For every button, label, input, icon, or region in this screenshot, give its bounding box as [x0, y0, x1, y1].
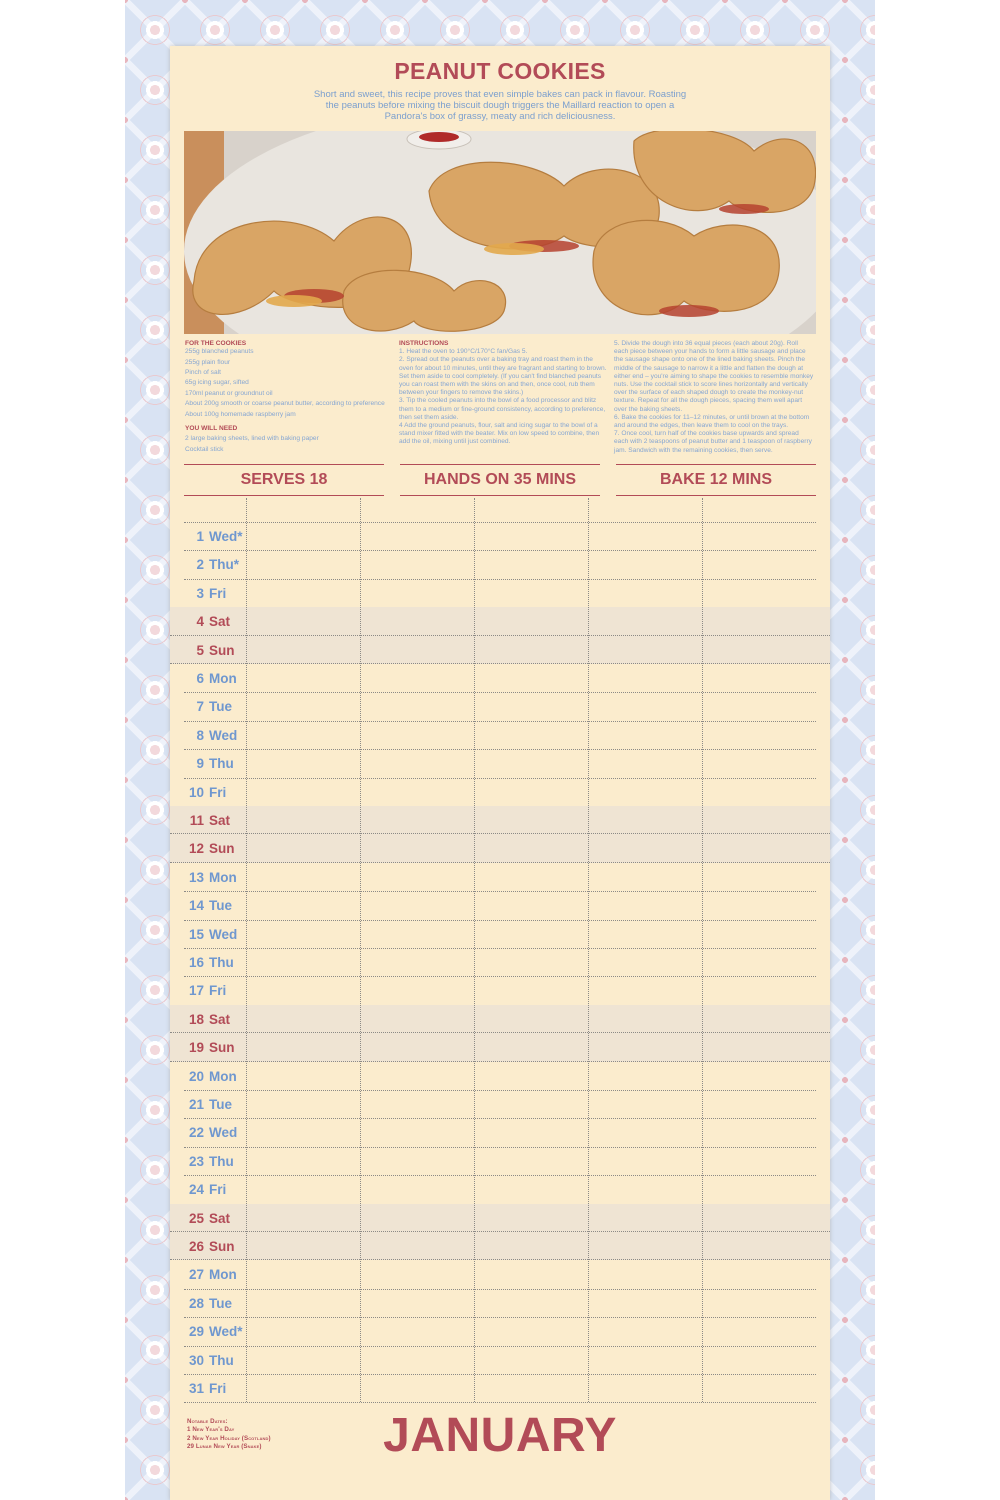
- day-row[interactable]: [170, 1005, 830, 1033]
- day-row[interactable]: [170, 1204, 830, 1232]
- day-number: 18: [188, 1011, 204, 1027]
- day-row[interactable]: [184, 891, 816, 920]
- instruction-step: 3. Tip the cooled peanuts into the bowl of a food processor and blitz them to a medium or fine-ground consistency, according to preference, then set them aside.: [399, 397, 606, 421]
- day-label: [184, 1124, 246, 1142]
- day-row[interactable]: [184, 1317, 816, 1346]
- day-row[interactable]: [184, 1147, 816, 1176]
- recipe-intro: Short and sweet, this recipe proves that even simple bakes can pack in flavour. Roasting the peanuts before mixing the biscuit dough triggers the Maillard reaction to open a Pandora's box of grassy, meaty and rich deliciousness.: [313, 89, 687, 122]
- day-number: 9: [196, 756, 204, 772]
- day-name: Wed*: [209, 529, 243, 544]
- day-row[interactable]: [184, 948, 816, 977]
- day-label: [184, 1181, 246, 1199]
- day-label: [184, 698, 246, 716]
- day-row[interactable]: [184, 1374, 816, 1403]
- day-row[interactable]: [184, 522, 816, 551]
- day-row[interactable]: [184, 1289, 816, 1318]
- day-label: [184, 926, 246, 944]
- day-name: Sun: [209, 642, 235, 658]
- day-number: 28: [188, 1295, 204, 1311]
- ingredient-item: 65g icing sugar, sifted: [185, 379, 249, 387]
- recipe-title: PEANUT COOKIES: [394, 58, 606, 84]
- day-name: Wed*: [209, 1324, 243, 1340]
- instruction-step: 2. Spread out the peanuts over a baking tray and roast them in the oven for about 10 minutes, until they are fragrant and starting to brown. Set them aside to cool completely. (If you can't find blanched peanuts you can roast them with the skins on and then, once cool, rub them between your fingers to remove the skins.): [399, 356, 607, 397]
- day-number: 4: [196, 614, 204, 630]
- day-row[interactable]: [184, 1175, 816, 1204]
- day-label: [184, 897, 246, 915]
- day-number: 13: [188, 869, 204, 885]
- day-row[interactable]: [184, 550, 816, 579]
- day-row[interactable]: [184, 863, 816, 892]
- day-name: Thu: [209, 756, 234, 772]
- day-name: Tue: [209, 699, 232, 715]
- day-name: Wed: [209, 727, 238, 743]
- day-name: Wed: [209, 1125, 238, 1141]
- day-label: [184, 784, 246, 802]
- ingredient-item: 170ml peanut or groundnut oil: [185, 389, 273, 397]
- day-row[interactable]: [184, 1260, 816, 1289]
- column-divider: [702, 498, 703, 1402]
- day-row[interactable]: [170, 834, 830, 862]
- instructions-column-2: [614, 340, 814, 455]
- day-row[interactable]: [170, 1232, 830, 1260]
- day-label: [184, 585, 246, 603]
- ingredients-heading: FOR THE COOKIES: [185, 340, 247, 347]
- day-name: Thu: [209, 955, 234, 970]
- notable-dates-heading: Notable Dates:: [187, 1418, 228, 1425]
- instruction-step: 4 Add the ground peanuts, flour, salt and icing sugar to the bowl of a stand mixer fitted with the beater. Mix on low speed to combine, then add the oil, mixing until just combined.: [399, 422, 600, 446]
- day-label: [184, 670, 246, 688]
- day-label: [184, 556, 246, 574]
- day-row[interactable]: [184, 920, 816, 949]
- day-name: Wed: [209, 926, 238, 942]
- day-name: Tue: [209, 1097, 232, 1112]
- day-number: 23: [188, 1153, 204, 1169]
- day-number: 29: [188, 1324, 204, 1340]
- day-row[interactable]: [184, 778, 816, 807]
- day-name: Sun: [209, 1040, 235, 1056]
- day-number: 31: [188, 1381, 204, 1396]
- day-number: 26: [188, 1239, 204, 1254]
- day-label: [184, 812, 246, 830]
- column-divider: [360, 498, 361, 1402]
- instructions-heading: INSTRUCTIONS: [399, 340, 449, 347]
- day-label: [184, 613, 246, 631]
- day-number: 16: [188, 955, 204, 970]
- day-row[interactable]: [184, 1090, 816, 1119]
- day-row[interactable]: [184, 749, 816, 778]
- day-number: 3: [196, 585, 204, 601]
- day-number: 8: [196, 727, 204, 743]
- day-label: [184, 1266, 246, 1284]
- day-name: Sat: [209, 1011, 231, 1027]
- bake-time-label: BAKE 12 MINS: [616, 464, 816, 496]
- notable-date-item: 29 Lunar New Year (Snake): [187, 1442, 262, 1450]
- day-number: 2: [196, 557, 204, 573]
- day-row[interactable]: [184, 1118, 816, 1147]
- day-name: Mon: [209, 869, 237, 885]
- ingredients-column: [185, 340, 390, 454]
- day-row[interactable]: [184, 721, 816, 750]
- day-number: 15: [188, 926, 204, 942]
- day-name: Thu: [209, 1352, 234, 1368]
- day-label: [184, 1238, 246, 1256]
- day-row[interactable]: [184, 1346, 816, 1375]
- day-number: 21: [188, 1097, 204, 1112]
- day-number: 6: [196, 671, 204, 686]
- ingredient-item: 255g blanched peanuts: [185, 348, 254, 356]
- day-number: 19: [188, 1040, 204, 1056]
- day-label: [184, 1011, 246, 1029]
- ingredient-item: Pinch of salt: [185, 368, 221, 376]
- day-label: [184, 982, 246, 1000]
- day-label: [184, 1352, 246, 1370]
- day-name: Fri: [209, 1182, 227, 1198]
- day-label: [184, 869, 246, 887]
- day-label: [184, 1295, 246, 1313]
- equipment-item: Cocktail stick: [185, 445, 224, 453]
- day-name: Sun: [209, 1239, 235, 1254]
- instructions-column-1: [399, 340, 609, 447]
- day-name: Mon: [209, 671, 237, 686]
- day-row[interactable]: [170, 607, 830, 635]
- day-number: 25: [188, 1210, 204, 1226]
- day-number: 30: [188, 1352, 204, 1368]
- day-name: Thu*: [209, 557, 239, 573]
- day-number: 22: [188, 1125, 204, 1141]
- notable-date-item: 1 New Year's Day: [187, 1426, 235, 1434]
- day-number: 5: [196, 642, 204, 658]
- day-row[interactable]: [184, 664, 816, 693]
- equipment-heading: YOU WILL NEED: [185, 424, 238, 432]
- ingredient-item: About 200g smooth or coarse peanut butter, according to preference: [185, 400, 385, 408]
- day-row[interactable]: [170, 636, 830, 664]
- serves-label: SERVES 18: [184, 464, 384, 496]
- instruction-step: 1. Heat the oven to 190°C/170°C fan/Gas 5.: [399, 348, 528, 356]
- day-name: Mon: [209, 1267, 237, 1283]
- column-divider: [588, 498, 589, 1402]
- day-row[interactable]: [170, 1033, 830, 1061]
- day-name: Sat: [209, 1210, 231, 1226]
- day-number: 1: [196, 529, 204, 544]
- column-divider: [246, 498, 247, 1402]
- day-name: Fri: [209, 784, 227, 800]
- day-name: Mon: [209, 1068, 237, 1084]
- day-label: [184, 954, 246, 972]
- day-row[interactable]: [170, 806, 830, 834]
- day-number: 20: [188, 1068, 204, 1084]
- day-label: [184, 1380, 246, 1398]
- day-number: 11: [189, 813, 204, 828]
- ingredient-item: 255g plain flour: [185, 358, 231, 366]
- day-label: [184, 1068, 246, 1086]
- day-label: [184, 642, 246, 660]
- notable-date-item: 2 New Year Holiday (Scotland): [187, 1434, 271, 1442]
- day-label: [184, 755, 246, 773]
- day-label: [184, 1323, 246, 1341]
- day-name: Fri: [209, 983, 227, 999]
- day-name: Sat: [209, 813, 231, 828]
- day-number: 27: [188, 1267, 204, 1283]
- day-name: Fri: [209, 585, 227, 601]
- day-label: [184, 1096, 246, 1114]
- ingredient-item: About 100g homemade raspberry jam: [185, 410, 296, 418]
- day-name: Sat: [209, 614, 231, 630]
- instruction-step: 5. Divide the dough into 36 equal pieces (each about 20g). Roll each piece between your hands to form a little sausage and place the sausage shape onto one of the lined baking sheets. Pinch the middle of the sausage to narrow it a little and flatten the dough at either end – you're aiming to shape the cookies to resemble monkey nuts. Use the cocktail stick to score lines horizontally and vertically over the surface of each shaped dough to create the monkey-nut texture. Repeat for all the dough pieces, spacing them well apart over the baking sheets.: [614, 340, 814, 413]
- instruction-step: 7. Once cool, turn half of the cookies base upwards and spread each with 2 teaspoons of peanut butter and 1 teaspoon of raspberry jam. Sandwich with the remaining cookies, then serve.: [614, 430, 812, 454]
- day-label: [184, 1210, 246, 1228]
- day-number: 24: [188, 1182, 204, 1198]
- day-row[interactable]: [184, 976, 816, 1005]
- day-row[interactable]: [184, 692, 816, 721]
- day-number: 17: [188, 983, 204, 999]
- day-row[interactable]: [184, 579, 816, 608]
- day-number: 10: [188, 784, 204, 800]
- day-name: Sun: [209, 841, 235, 857]
- day-name: Fri: [209, 1381, 227, 1396]
- day-number: 12: [188, 841, 204, 857]
- day-name: Thu: [209, 1153, 234, 1169]
- column-divider: [474, 498, 475, 1402]
- equipment-item: 2 large baking sheets, lined with baking paper: [185, 435, 319, 443]
- day-row[interactable]: [184, 1062, 816, 1091]
- day-label: [184, 727, 246, 745]
- day-number: 7: [196, 699, 204, 715]
- day-number: 14: [188, 898, 204, 914]
- day-label: [184, 528, 246, 546]
- instruction-step: 6. Bake the cookies for 11–12 minutes, or until brown at the bottom and around the edges, then leave them to cool on the trays.: [614, 413, 810, 430]
- day-name: Tue: [209, 1295, 232, 1311]
- recipe-photo: [184, 131, 816, 334]
- day-name: Tue: [209, 898, 232, 914]
- grid-header-row: [184, 498, 816, 523]
- month-title: JANUARY: [383, 1409, 617, 1462]
- day-label: [184, 1153, 246, 1171]
- calendar-grid: [184, 498, 816, 1402]
- day-label: [184, 840, 246, 858]
- hands-on-time-label: HANDS ON 35 MINS: [400, 464, 600, 496]
- day-label: [184, 1039, 246, 1057]
